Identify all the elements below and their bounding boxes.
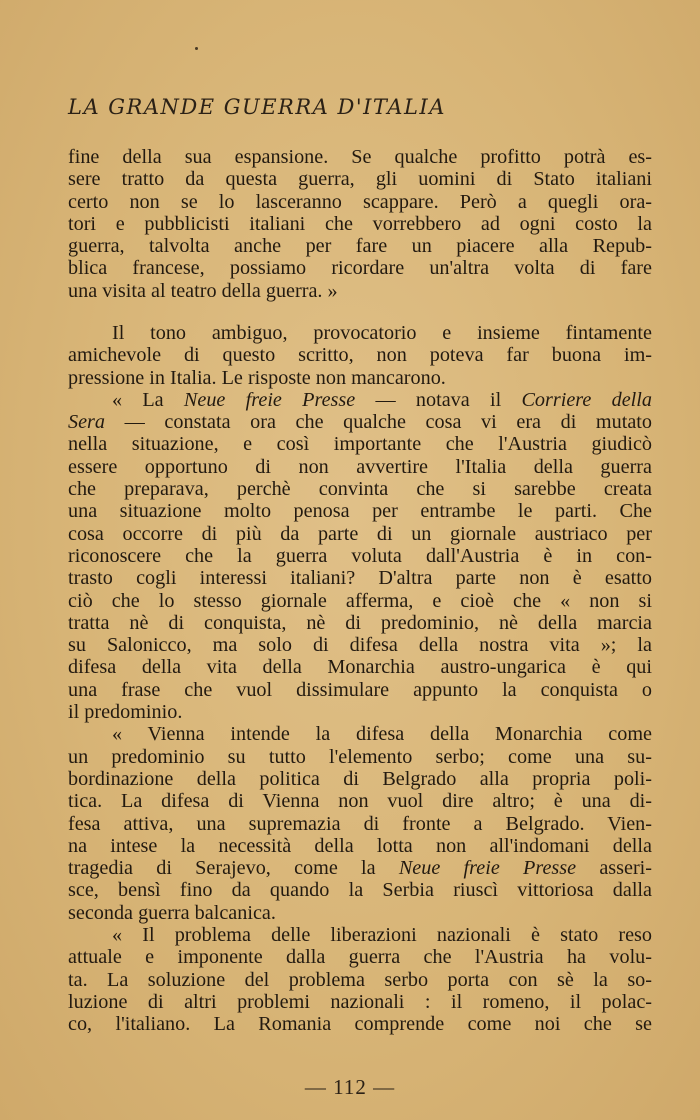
paragraph-continuation [68,146,652,302]
text-line: sce, bensì fino da quando la Serbia riuscì vittoriosa dalla [68,879,652,902]
text-line: una frase che vuol dissimulare appunto la conquista o [68,678,652,701]
text-line: ta. La soluzione del problema serbo porta con sè la so- [68,968,652,991]
text-line: amichevole di questo scritto, non poteva far buona im- [68,344,652,367]
text-line: un predominio su tutto l'elemento serbo; come una su- [68,745,652,768]
text-line: una visita al teatro della guerra. » [68,279,338,302]
text-line: fine della sua espansione. Se qualche profitto potrà es- [68,146,652,168]
text-line: co, l'italiano. La Romania comprende come noi che se [68,1013,652,1036]
text-line: essere opportuno di non avvertire l'Italia della guerra [68,455,652,478]
text-line: na intese la necessità della lotta non all'indomani della [68,834,652,857]
text-line: fesa attiva, una supremazia di fronte a Belgrado. Vien- [68,812,652,835]
text-line: « La Neue freie Presse — notava il Corriere della [112,388,652,411]
text-line: blica francese, possiamo ricordare un'altra volta di fare [68,257,652,280]
text-line: difesa della vita della Monarchia austro-ungarica è qui [68,656,652,679]
text-line: seconda guerra balcanica. [68,901,276,924]
ink-speck [195,47,198,50]
running-header: LA GRANDE GUERRA D'ITALIA [68,95,446,119]
text-line: bordinazione della politica di Belgrado alla propria poli- [68,767,652,790]
text-line: guerra, talvolta anche per fare un piacere alla Repub- [68,235,652,258]
text-line: Sera — constata ora che qualche cosa vi era di mutato [68,411,652,434]
text-line: il predominio. [68,701,183,724]
text-line: trasto cogli interessi italiani? D'altra parte non è esatto [68,567,652,590]
text-line: luzione di altri problemi nazionali : il romeno, il polac- [68,990,652,1013]
text-line: sere tratto da questa guerra, gli uomini di Stato italiani [68,168,652,191]
paragraph-main [68,322,652,1036]
text-line: Il tono ambiguo, provocatorio e insieme fintamente [112,322,652,344]
page-number: — 112 — [304,1075,396,1099]
text-line: tori e pubblicisti italiani che vorrebbero ad ogni costo la [68,212,652,235]
text-line: pressione in Italia. Le risposte non mancarono. [68,366,446,389]
text-line: tragedia di Serajevo, come la Neue freie Presse asseri- [68,857,653,880]
text-line: « Il problema delle liberazioni nazionali è stato reso [112,924,652,947]
text-line: certo non se lo lasceranno scappare. Però a quegli ora- [68,190,652,213]
text-line: tratta nè di conquista, nè di predominio, nè della marcia [68,611,652,634]
text-line: riconoscere che la guerra voluta dall'Austria è in con- [68,544,652,567]
text-line: una situazione molto penosa per entrambe le parti. Che [68,500,652,523]
text-line: su Salonicco, ma solo di difesa della nostra vita »; la [68,634,652,657]
text-line: attuale e imponente dalla guerra che l'Austria ha volu- [68,946,652,969]
text-line: « Vienna intende la difesa della Monarchia come [112,723,652,746]
text-line: tica. La difesa di Vienna non vuol dire altro; è una di- [68,790,652,813]
text-line: cosa occorre di più da parte di un giornale austriaco per [68,522,652,545]
text-line: ciò che lo stesso giornale afferma, e cioè che « non si [68,589,652,612]
text-line: che preparava, perchè convinta che si sarebbe creata [68,478,652,501]
text-line: nella situazione, e così importante che l'Austria giudicò [68,433,652,456]
